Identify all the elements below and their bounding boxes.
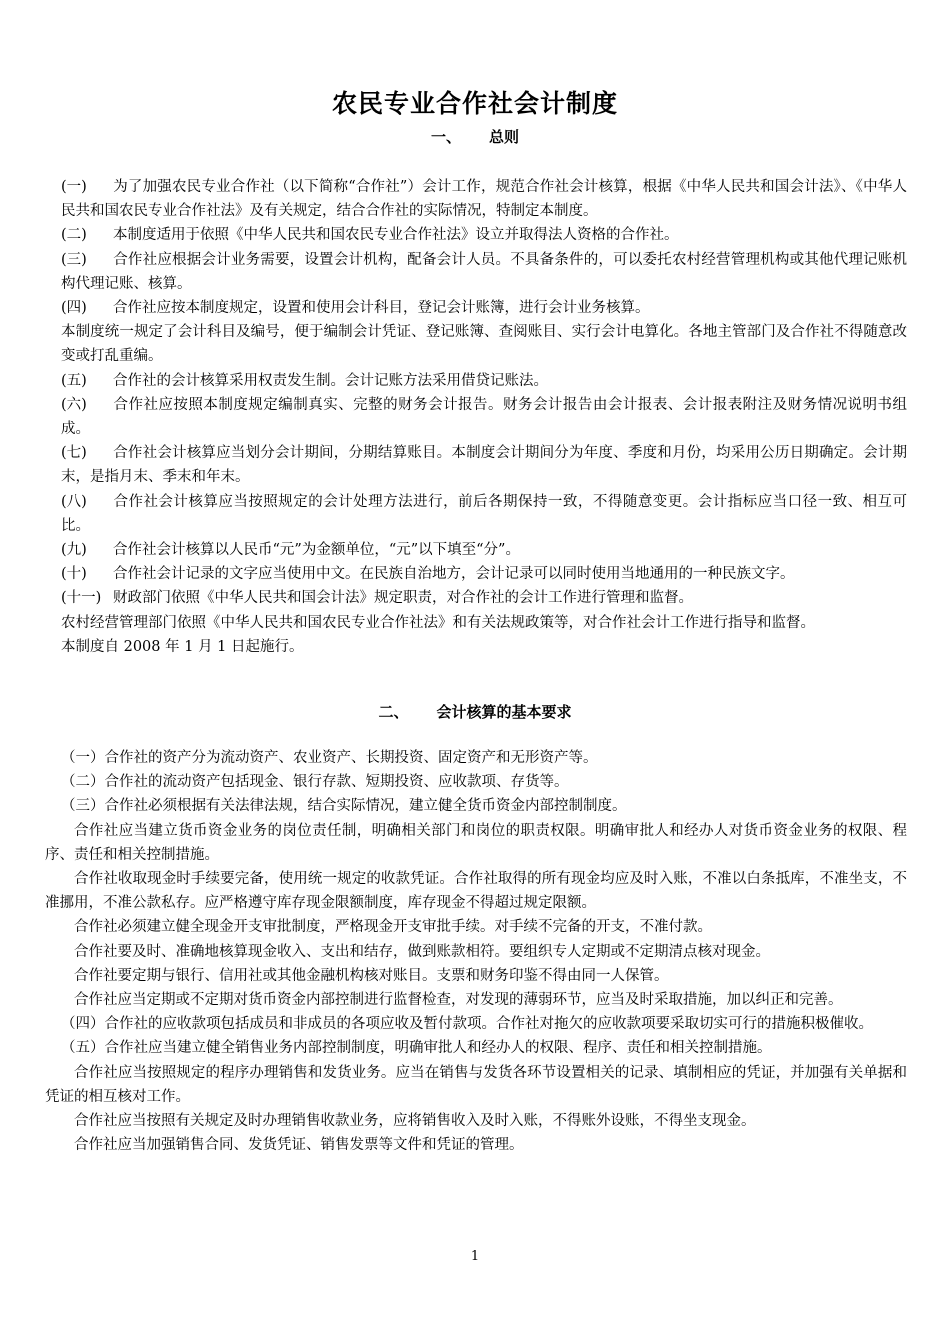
- section-heading-2: [0, 701, 950, 722]
- paragraph: （二）合作社的流动资产包括现金、银行存款、短期投资、应收款项、存货等。: [61, 774, 569, 791]
- paragraph-text: 本制度统一规定了会计科目及编号，便于编制会计凭证、登记账簿、查阅账目、实行会计电算化。各地主管部门及合作社不得随意改变或打乱重编。: [61, 324, 907, 365]
- paragraph: 合作社要定期与银行、信用社或其他金融机构核对账目。支票和财务印鉴不得由同一人保管。: [74, 967, 669, 984]
- paragraph: （四）合作社的应收款项包括成员和非成员的各项应收及暂付款项。合作社对拖欠的应收款项要采取切实可行的措施积极催收。: [61, 1016, 873, 1033]
- paragraph: [45, 611, 907, 635]
- clause-label: (六): [61, 396, 87, 413]
- paragraph: 合作社应当定期或不定期对货币资金内部控制进行监督检查，对发现的薄弱环节，应当及时采取措施，加以纠正和完善。: [74, 992, 843, 1009]
- clause-label: (五): [61, 372, 87, 389]
- section-1-body: [45, 175, 907, 659]
- clause-label: (四): [61, 300, 87, 317]
- paragraph: 合作社要及时、准确地核算现金收入、支出和结存，做到账款相符。要组织专人定期或不定期清点核对现金。: [74, 943, 770, 960]
- paragraph: 合作社必须建立健全现金开支审批制度，严格现金开支审批手续。对手续不完备的开支，不准付款。: [74, 919, 712, 936]
- paragraph-text: 合作社会计核算应当划分会计期间，分期结算账目。本制度会计期间分为年度、季度和月份，均采用公历日期确定。会计期末，是指月末、季末和年末。: [61, 445, 907, 486]
- clause-label: (九): [61, 542, 87, 559]
- paragraph-text: 合作社的会计核算采用权责发生制。会计记账方法采用借贷记账法。: [113, 372, 548, 389]
- section-heading-1: [0, 126, 950, 147]
- paragraph: （五）合作社应当建立健全销售业务内部控制制度，明确审批人和经办人的权限、程序、责任和相关控制措施。: [61, 1040, 772, 1057]
- paragraph: [45, 248, 907, 296]
- section-title: 总则: [489, 128, 520, 146]
- paragraph: （一）合作社的资产分为流动资产、农业资产、长期投资、固定资产和无形资产等。: [61, 750, 598, 766]
- paragraph: 合作社收取现金时手续要完备，使用统一规定的收款凭证。合作社取得的所有现金均应及时入账，不准以白条抵库，不准坐支，不准挪用，不准公款私存。应严格遵守库存现金限额制度，库存现金不得超过规定限额。: [45, 871, 907, 912]
- paragraph: [45, 320, 907, 368]
- paragraph-text: 农村经营管理部门依照《中华人民共和国农民专业合作社法》和有关法规政策等，对合作社会计工作进行指导和监督。: [61, 614, 815, 631]
- paragraph-text: 合作社会计核算以人民币“元”为金额单位，“元”以下填至“分”。: [113, 542, 520, 559]
- paragraph: [45, 538, 907, 562]
- clause-label: (三): [61, 251, 87, 268]
- paragraph-text: 本制度适用于依照《中华人民共和国农民专业合作社法》设立并取得法人资格的合作社。: [113, 227, 679, 244]
- document-title: 农民专业合作社会计制度: [331, 89, 618, 118]
- paragraph: 合作社应当按照有关规定及时办理销售收款业务，应将销售收入及时入账，不得账外设账，不得坐支现金。: [74, 1113, 756, 1130]
- paragraph-text: 合作社会计记录的文字应当使用中文。在民族自治地方，会计记录可以同时使用当地通用的一种民族文字。: [113, 566, 795, 583]
- paragraph-text: 合作社应按本制度规定，设置和使用会计科目，登记会计账簿，进行会计业务核算。: [113, 300, 650, 317]
- paragraph-text: 合作社应按照本制度规定编制真实、完整的财务会计报告。财务会计报告由会计报表、会计报表附注及财务情况说明书组成。: [61, 396, 907, 438]
- paragraph: [45, 441, 907, 489]
- paragraph: [45, 635, 907, 659]
- paragraph-text: 财政部门依照《中华人民共和国会计法》规定职责，对合作社的会计工作进行管理和监督。: [113, 590, 693, 607]
- section-number: 一、: [430, 128, 461, 146]
- paragraph-text: 合作社会计核算应当按照规定的会计处理方法进行，前后各期保持一致，不得随意变更。会计指标应当口径一致、相互可比。: [61, 493, 907, 534]
- clause-label: (二): [61, 227, 87, 244]
- paragraph: [45, 586, 907, 610]
- paragraph: 合作社应当加强销售合同、发货凭证、销售发票等文件和凭证的管理。: [74, 1137, 524, 1154]
- paragraph: [45, 223, 907, 247]
- clause-label: (十一): [61, 590, 102, 607]
- clause-label: (一): [61, 179, 87, 195]
- paragraph: [45, 490, 907, 538]
- paragraph: 合作社应当按照规定的程序办理销售和发货业务。应当在销售与发货各环节设置相关的记录、填制相应的凭证，并加强有关单据和凭证的相互核对工作。: [45, 1064, 907, 1105]
- paragraph: [45, 369, 907, 393]
- paragraph-text: 为了加强农民专业合作社（以下简称“合作社”）会计工作，规范合作社会计核算，根据《中华人民共和国会计法》、《中华人民共和国农民专业合作社法》及有关规定，结合合作社的实际情况，特制定本制度。: [61, 179, 907, 220]
- clause-label: (七): [61, 445, 87, 462]
- paragraph: [45, 562, 907, 586]
- paragraph-text: 合作社应根据会计业务需要，设置会计机构，配备会计人员。不具备条件的，可以委托农村经营管理机构或其他代理记账机构代理记账、核算。: [61, 251, 907, 292]
- paragraph: 合作社应当建立货币资金业务的岗位责任制，明确相关部门和岗位的职责权限。明确审批人和经办人对货币资金业务的权限、程序、责任和相关控制措施。: [45, 822, 907, 863]
- section-title: 会计核算的基本要求: [436, 703, 572, 721]
- paragraph: [45, 175, 907, 223]
- paragraph-text: 本制度自 2008 年 1 月 1 日起施行。: [61, 638, 304, 655]
- clause-label: (八): [61, 493, 87, 510]
- section-2-body: [45, 746, 907, 1157]
- paragraph: （三）合作社必须根据有关法律法规，结合实际情况，建立健全货币资金内部控制制度。: [61, 798, 627, 815]
- paragraph: [45, 296, 907, 320]
- clause-label: (十): [61, 566, 87, 583]
- paragraph: [45, 393, 907, 441]
- section-number: 二、: [378, 703, 409, 721]
- page-number: 1: [470, 1249, 480, 1264]
